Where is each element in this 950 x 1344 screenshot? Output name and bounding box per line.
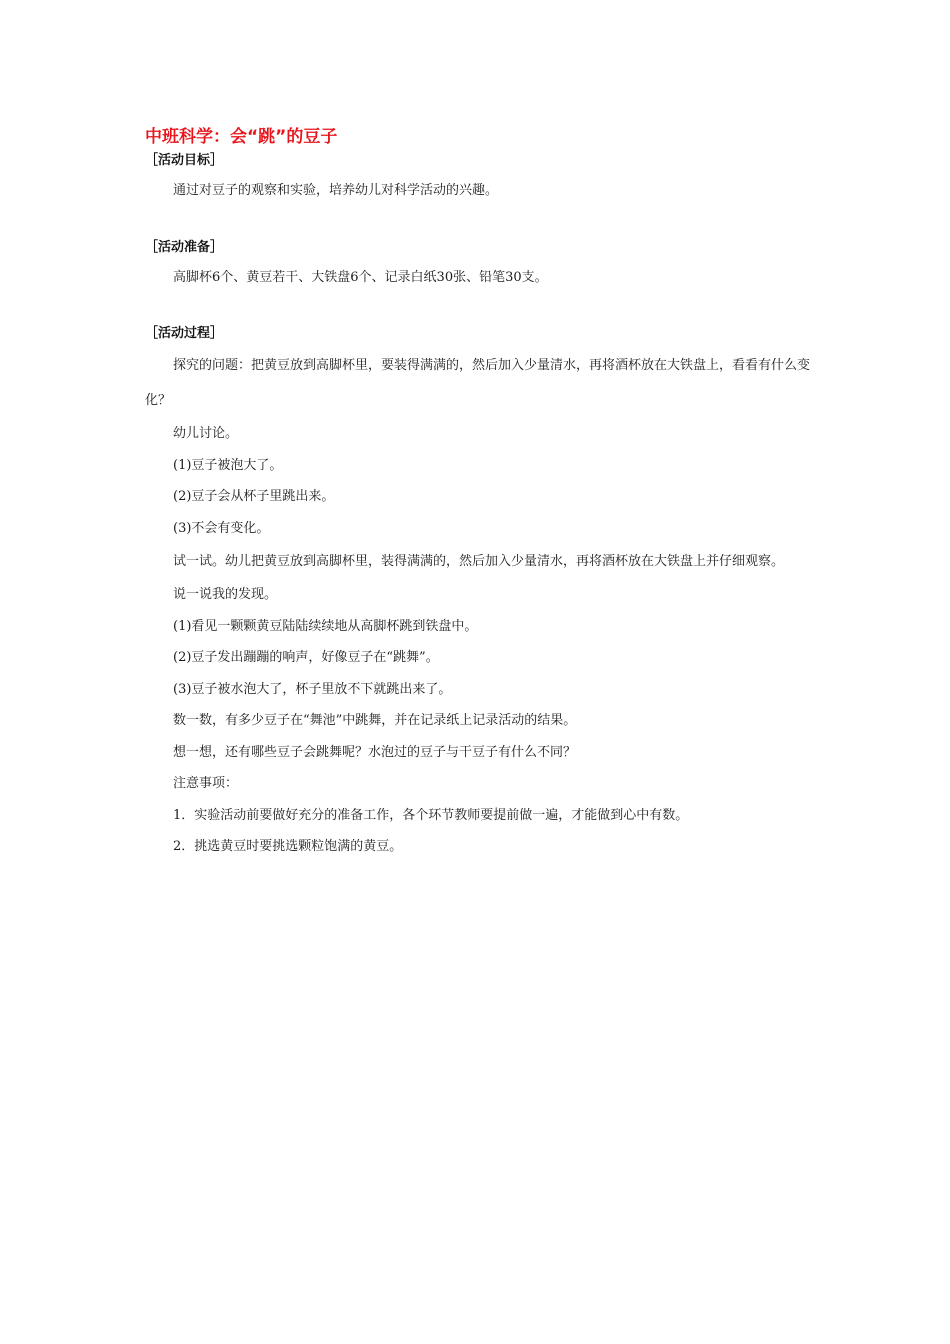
paragraph: 高脚杯6个、黄豆若干、大铁盘6个、记录白纸30张、铅笔30支。 (173, 269, 548, 285)
section-heading-preparation: ［活动准备］ (145, 239, 224, 255)
list-item: (1)看见一颗颗黄豆陆陆续续地从高脚杯跳到铁盘中。 (173, 618, 478, 634)
list-item: 1．实验活动前要做好充分的准备工作，各个环节教师要提前做一遍，才能做到心中有数。 (173, 807, 689, 823)
list-item: (1)豆子被泡大了。 (173, 457, 283, 473)
paragraph: 通过对豆子的观察和实验，培养幼儿对科学活动的兴趣。 (173, 183, 499, 198)
document-body (145, 126, 810, 863)
paragraph: 注意事项： (173, 776, 239, 791)
paragraph: 想一想，还有哪些豆子会跳舞呢？水泡过的豆子与干豆子有什么不同？ (173, 744, 577, 760)
paragraph: 幼儿讨论。 (173, 426, 239, 441)
list-item: (2)豆子发出蹦蹦的响声，好像豆子在“跳舞”。 (173, 650, 439, 665)
paragraph: 试一试。幼儿把黄豆放到高脚杯里，装得满满的，然后加入少量清水，再将酒杯放在大铁盘上并仔细观察。 (173, 554, 785, 569)
page-title: 中班科学：会“跳”的豆子 (145, 127, 338, 147)
list-item: (3)豆子被水泡大了，杯子里放不下就跳出来了。 (173, 681, 452, 697)
list-item: (2)豆子会从杯子里跳出来。 (173, 489, 335, 504)
section-heading-goals: ［活动目标］ (145, 153, 224, 168)
list-item: (3)不会有变化。 (173, 520, 270, 536)
list-item: 2．挑选黄豆时要挑选颗粒饱满的黄豆。 (173, 839, 403, 854)
paragraph: 数一数，有多少豆子在“舞池”中跳舞，并在记录纸上记录活动的结果。 (173, 713, 577, 728)
paragraph: 说一说我的发现。 (173, 587, 278, 602)
paragraph: 探究的问题：把黄豆放到高脚杯里，要装得满满的，然后加入少量清水，再将酒杯放在大铁盘上，看看有什么变化？ (145, 358, 811, 408)
section-heading-process: ［活动过程］ (145, 326, 224, 341)
